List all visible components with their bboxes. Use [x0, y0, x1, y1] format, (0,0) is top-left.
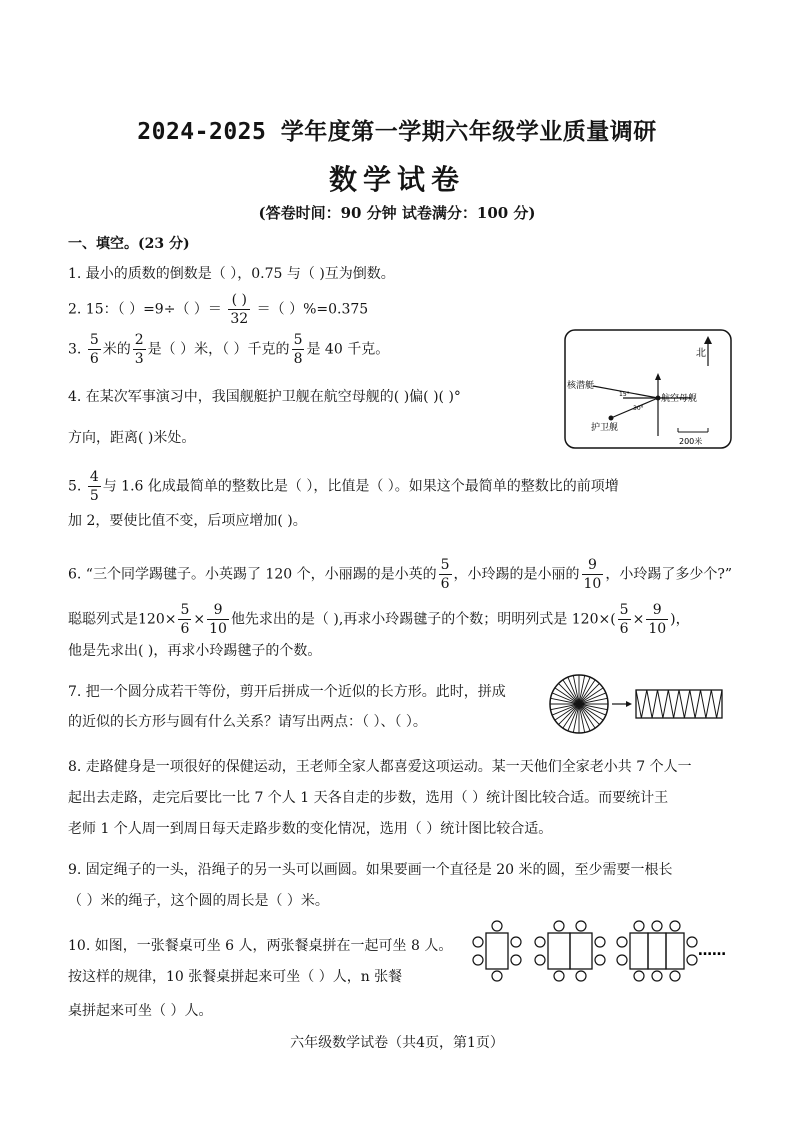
question-5-line-1 — [68, 470, 619, 503]
q5-fraction — [88, 470, 101, 503]
q6-text-e: × — [193, 611, 206, 628]
question-3 — [68, 333, 389, 366]
q2-fraction — [228, 293, 250, 326]
q6-f1-num: 5 — [440, 557, 450, 573]
one-table-group — [473, 921, 521, 981]
q3-fraction-1 — [88, 333, 101, 366]
question-10-line-1: 10. 如图，一张餐桌可坐 6 人，两张餐桌拼在一起可坐 8 人。 — [68, 938, 453, 954]
page-footer: 六年级数学试卷（共4页，第1页） — [290, 1035, 504, 1051]
question-4-line-2: 方向，距离( )米处。 — [68, 430, 196, 446]
q6-text-h: )， — [670, 611, 690, 628]
scale-label: 200米 — [679, 437, 703, 446]
carrier-label: 航空母舰 — [661, 394, 698, 404]
sectored-circle — [550, 675, 608, 733]
q3-text-2: 是（ ）米，（ ）千克的 — [147, 341, 290, 358]
q6-fraction-3 — [178, 603, 191, 636]
q6-text-b: ，小玲踢的是小丽的 — [453, 566, 580, 583]
q6-f5-num: 5 — [619, 602, 629, 618]
q6-text-a: 6. “三个同学踢毽子。小英踢了 120 个，小丽踢的是小英的 — [68, 566, 437, 583]
q5-text-1: 与 1.6 化成最简单的整数比是（ ），比值是（ ）。如果这个最简单的整数比的前项增 — [102, 478, 619, 495]
q3-f2-num: 2 — [134, 332, 144, 348]
q3-f3-den: 8 — [293, 351, 303, 367]
q3-text-1: 米的 — [102, 341, 131, 358]
two-table-group — [535, 921, 605, 981]
q3-f2-den: 3 — [134, 351, 144, 367]
question-6-line-1 — [68, 558, 732, 591]
escort-label: 护卫舰 — [591, 423, 619, 433]
q6-fraction-5 — [618, 603, 631, 636]
q6-f2-num: 9 — [582, 558, 604, 575]
q5-frac-num: 4 — [89, 469, 99, 485]
question-6-line-3: 他是先求出( )，再求小玲踢毽子的个数。 — [68, 643, 322, 659]
north-arrow-head — [704, 336, 712, 344]
q3-number: 3. — [68, 341, 82, 358]
q2-part-b: ＝（ ）%=0.375 — [256, 301, 369, 318]
q2-frac-num: ( ) — [228, 293, 250, 310]
exam-subject: 数学试卷 — [328, 163, 465, 196]
q5-frac-den: 5 — [89, 488, 99, 504]
q6-f3-num: 5 — [180, 602, 190, 618]
q3-fraction-3 — [292, 333, 305, 366]
north-label: 北 — [696, 348, 706, 359]
q3-f1-num: 5 — [89, 332, 99, 348]
q3-f3-num: 5 — [293, 332, 303, 348]
exam-info: (答卷时间：90 分钟 试卷满分：100 分) — [258, 204, 536, 222]
q6-f3-den: 6 — [180, 621, 190, 637]
q6-fraction-1 — [439, 558, 452, 591]
question-6-line-2 — [68, 603, 690, 636]
rectangle-zigzag — [636, 690, 722, 718]
q6-f4-den: 10 — [209, 621, 227, 637]
section-fill-blank-title: 一、填空。(23 分) — [68, 236, 190, 252]
q3-text-3: 是 40 千克。 — [306, 341, 390, 358]
question-5-line-2: 加 2，要使比值不变，后项应增加( )。 — [68, 513, 307, 529]
exam-title: 2024-2025 学年度第一学期六年级学业质量调研 — [137, 119, 657, 145]
q6-f2-den: 10 — [583, 576, 602, 592]
question-9-line-2: （ ）米的绳子，这个圆的周长是（ ）米。 — [68, 893, 329, 909]
three-table-group — [617, 921, 697, 981]
question-9-line-1: 9. 固定绳子的一头，沿绳子的另一头可以画圆。如果要画一个直径是 20 米的圆，至少需要一根长 — [68, 862, 673, 878]
q6-f4-num: 9 — [207, 603, 229, 620]
question-8-line-3: 老师 1 个人周一到周日每天走路步数的变化情况，选用（ ）统计图比较合适。 — [68, 821, 553, 837]
circle-to-rectangle-figure — [548, 672, 728, 736]
q6-fraction-4 — [207, 603, 229, 636]
q6-text-c: ，小玲踢了多少个?” — [605, 566, 733, 583]
question-7-line-1: 7. 把一个圆分成若干等份，剪开后拼成一个近似的长方形。此时，拼成 — [68, 684, 506, 700]
q6-text-g: × — [632, 611, 645, 628]
carrier-dot — [656, 396, 661, 401]
q6-fraction-6 — [646, 603, 668, 636]
q2-part-a: 2. 15：（ ）=9÷（ ）＝ — [68, 301, 222, 318]
q6-f1-den: 6 — [440, 576, 450, 592]
question-4-line-1: 4. 在某次军事演习中，我国舰艇护卫舰在航空母舰的( )偏( )( )° — [68, 389, 461, 405]
q6-f6-den: 10 — [648, 621, 667, 637]
question-8-line-2: 起出去走路，走完后要比一比 7 个人 1 天各自走的步数，选用（ ）统计图比较合适。而要统计王 — [68, 790, 669, 806]
q3-f1-den: 6 — [89, 351, 99, 367]
question-8-line-1: 8. 走路健身是一项很好的保健运动，王老师全家人都喜爱这项运动。某一天他们全家老小共 7 个人一 — [68, 759, 692, 775]
q2-frac-den: 32 — [230, 311, 249, 327]
q6-f6-num: 9 — [646, 603, 668, 620]
question-10-line-3: 桌拼起来可坐（ ）人。 — [68, 1003, 213, 1019]
sub-label: 核潜艇 — [567, 381, 595, 391]
angle-label-1: 15° — [619, 391, 630, 398]
q6-text-f: 他先求出的是（ ),再求小玲踢毽子的个数；明明列式是 120×( — [230, 611, 616, 628]
q6-f5-den: 6 — [619, 621, 629, 637]
question-1: 1. 最小的质数的倒数是（ ），0.75 与（ )互为倒数。 — [68, 266, 395, 282]
q6-text-d: 聪聪列式是120× — [68, 611, 177, 628]
pattern-ellipsis: …… — [698, 943, 726, 959]
q3-fraction-2 — [133, 333, 146, 366]
question-7-line-2: 的近似的长方形与圆有什么关系？请写出两点：（ ）、（ ）。 — [68, 714, 427, 730]
question-2 — [68, 293, 368, 326]
escort-dot — [609, 416, 614, 421]
question-10-line-2: 按这样的规律，10 张餐桌拼起来可坐（ ）人，n 张餐 — [68, 969, 403, 985]
arrow-head — [626, 701, 632, 707]
tables-pattern-figure — [470, 920, 730, 982]
q6-fraction-2 — [582, 558, 604, 591]
q5-number: 5. — [68, 478, 82, 495]
map-figure — [563, 328, 733, 450]
angle-label-2: 30° — [633, 405, 644, 412]
ns-arrow — [655, 373, 661, 380]
